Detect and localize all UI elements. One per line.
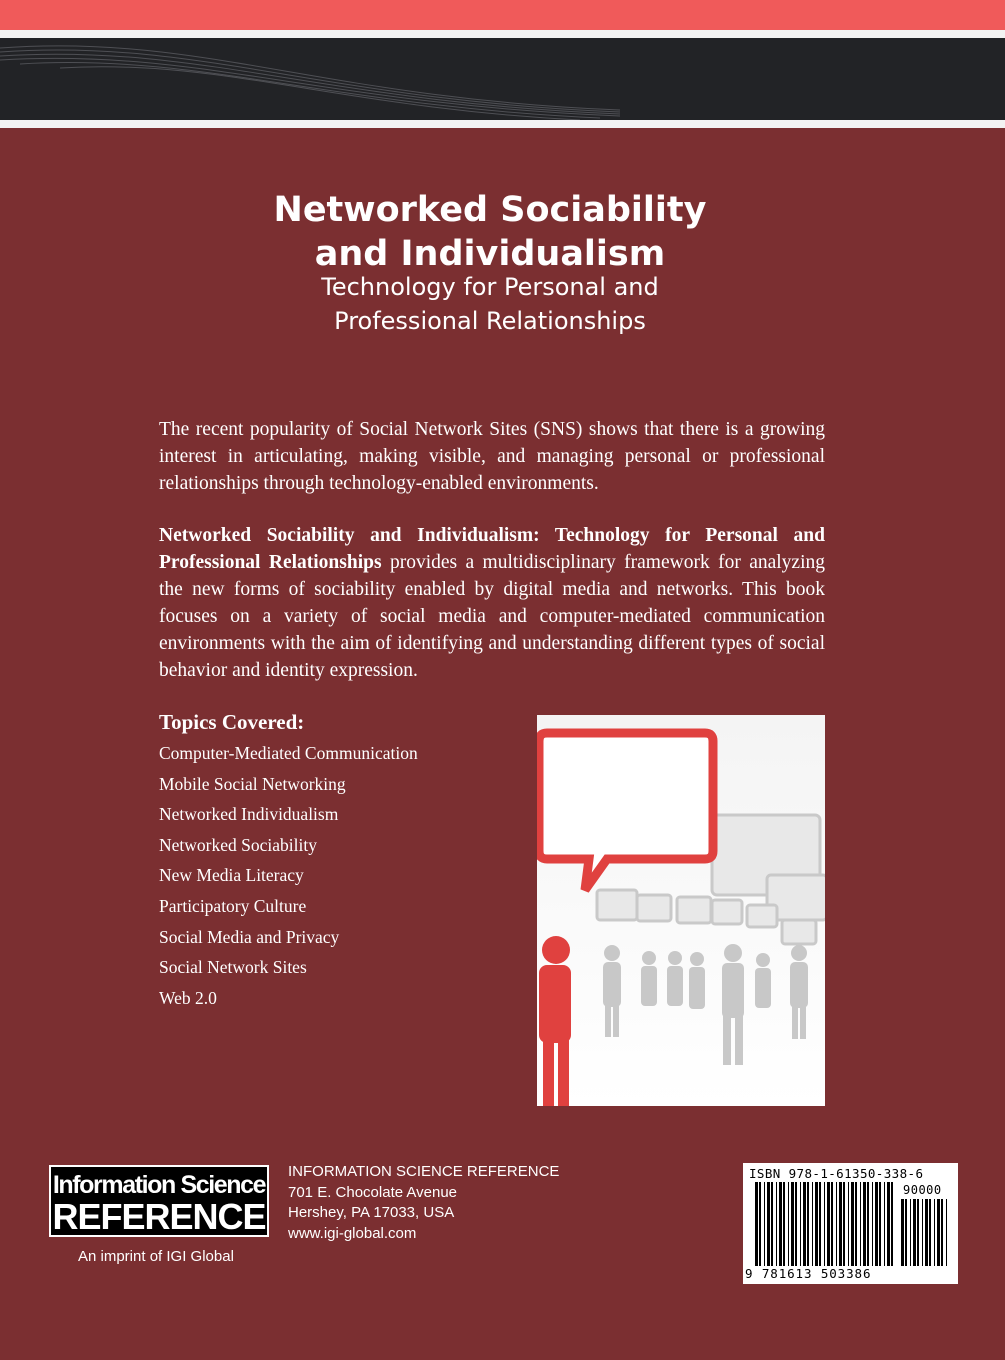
book-title-line2: and Individualism [314, 234, 666, 274]
topic-item: Participatory Culture [159, 895, 307, 916]
publisher-address2: Hershey, PA 17033, USA [288, 1204, 455, 1221]
topic-item: Computer-Mediated Communication [159, 743, 418, 763]
barcode-bar [755, 1182, 758, 1266]
topic-item: Social Media and Privacy [159, 926, 340, 947]
isbn-label: ISBN 978-1-61350-338-6 [749, 1166, 924, 1181]
header-dark-band [0, 38, 1005, 120]
barcode-bar [872, 1182, 873, 1266]
topic-item: Web 2.0 [159, 987, 217, 1008]
barcode-bar [851, 1182, 854, 1266]
barcode-bar [922, 1199, 923, 1266]
header-swoosh [0, 38, 1005, 120]
book-title-bold: Networked Sociability and Individualism: Technology for Personal and Professional Relationships [159, 525, 825, 573]
barcode-bar [929, 1199, 931, 1266]
barcode-bar [827, 1182, 830, 1266]
publisher-website[interactable]: www.igi-global.com [288, 1224, 417, 1242]
barcode-digits: 9 781613 503386 [745, 1266, 872, 1281]
imprint-text: An imprint of IGI Global [78, 1248, 234, 1265]
barcode-bar [884, 1182, 885, 1266]
logo-line1: Information Science [52, 1171, 266, 1199]
header-white-line [0, 120, 1005, 128]
title-block [0, 188, 980, 338]
logo-line2: REFERENCE [52, 1196, 266, 1237]
barcode-bar [901, 1199, 904, 1266]
barcode-bar [910, 1199, 911, 1266]
barcode-bar [788, 1182, 789, 1266]
barcode-bar [831, 1182, 833, 1266]
barcode-main-bars [755, 1182, 895, 1266]
barcode-bar [905, 1199, 907, 1266]
publisher-name: INFORMATION SCIENCE REFERENCE [288, 1163, 560, 1180]
barcode-bar [843, 1182, 845, 1266]
topic-item: Networked Sociability [159, 834, 317, 855]
barcode-bar [783, 1182, 785, 1266]
barcode-addon-bars [901, 1199, 951, 1266]
barcode-bar [934, 1199, 935, 1266]
top-white-line [0, 30, 1005, 38]
book-subtitle-line2: Professional Relationships [334, 307, 646, 335]
barcode-bar [848, 1182, 849, 1266]
barcode-bar [879, 1182, 881, 1266]
price-code: 90000 [903, 1183, 942, 1197]
publisher-info [288, 1162, 559, 1244]
cover-illustration [537, 715, 825, 1106]
barcode-bar [937, 1199, 940, 1266]
imprint-logo [49, 1165, 269, 1237]
book-subtitle-line1: Technology for Personal and [321, 273, 659, 301]
barcode-bar [812, 1182, 813, 1266]
barcode-bar [867, 1182, 869, 1266]
barcode-bar [824, 1182, 825, 1266]
barcode-bar [776, 1182, 777, 1266]
topics-heading: Topics Covered: [159, 710, 305, 734]
barcode-bar [925, 1199, 928, 1266]
barcode-bar [860, 1182, 861, 1266]
barcode-bar [836, 1182, 837, 1266]
barcode-bar [803, 1182, 806, 1266]
barcode-bar [819, 1182, 821, 1266]
topic-item: New Media Literacy [159, 865, 304, 886]
barcode-bar [875, 1182, 878, 1266]
topic-item: Social Network Sites [159, 957, 307, 978]
speech-bubbles-people-illustration [537, 715, 825, 1106]
barcode-bar [917, 1199, 919, 1266]
description-paragraph-2 [159, 522, 825, 684]
barcode-bar [941, 1199, 943, 1266]
barcode-bar [800, 1182, 801, 1266]
topic-item: Networked Individualism [159, 804, 339, 825]
publisher-address1: 701 E. Chocolate Avenue [288, 1183, 458, 1201]
barcode-bar [946, 1199, 947, 1266]
barcode-bar [863, 1182, 866, 1266]
barcode-bar [759, 1182, 761, 1266]
barcode-bar [795, 1182, 797, 1266]
barcode-bar [779, 1182, 782, 1266]
barcode-bar [839, 1182, 842, 1266]
barcode-bar [791, 1182, 794, 1266]
barcode-bar [887, 1182, 890, 1266]
barcode-bar [891, 1182, 893, 1266]
barcode-bar [913, 1199, 916, 1266]
topics-list [159, 738, 418, 1013]
barcode-bar [767, 1182, 770, 1266]
barcode-bar [855, 1182, 857, 1266]
top-color-strip [0, 0, 1005, 30]
barcode-bar [771, 1182, 773, 1266]
description-text: provides a multidisciplinary framework for analyzing the new forms of sociability enabled by digital media and networks. This book focuses on a variety of social media and computer-mediated communication environments with the aim of identifying and understanding different types of social behavior and identity expression. [159, 552, 826, 681]
book-title-line1: Networked Sociability [273, 190, 707, 230]
isbn-barcode [743, 1163, 958, 1284]
topic-item: Mobile Social Networking [159, 773, 346, 794]
barcode-bar [807, 1182, 809, 1266]
barcode-bar [764, 1182, 765, 1266]
description-paragraph-1: The recent popularity of Social Network Sites (SNS) shows that there is a growing interest in articulating, making visible, and managing personal or professional relationships through technology-enabled environments. [159, 419, 825, 494]
barcode-bar [815, 1182, 818, 1266]
